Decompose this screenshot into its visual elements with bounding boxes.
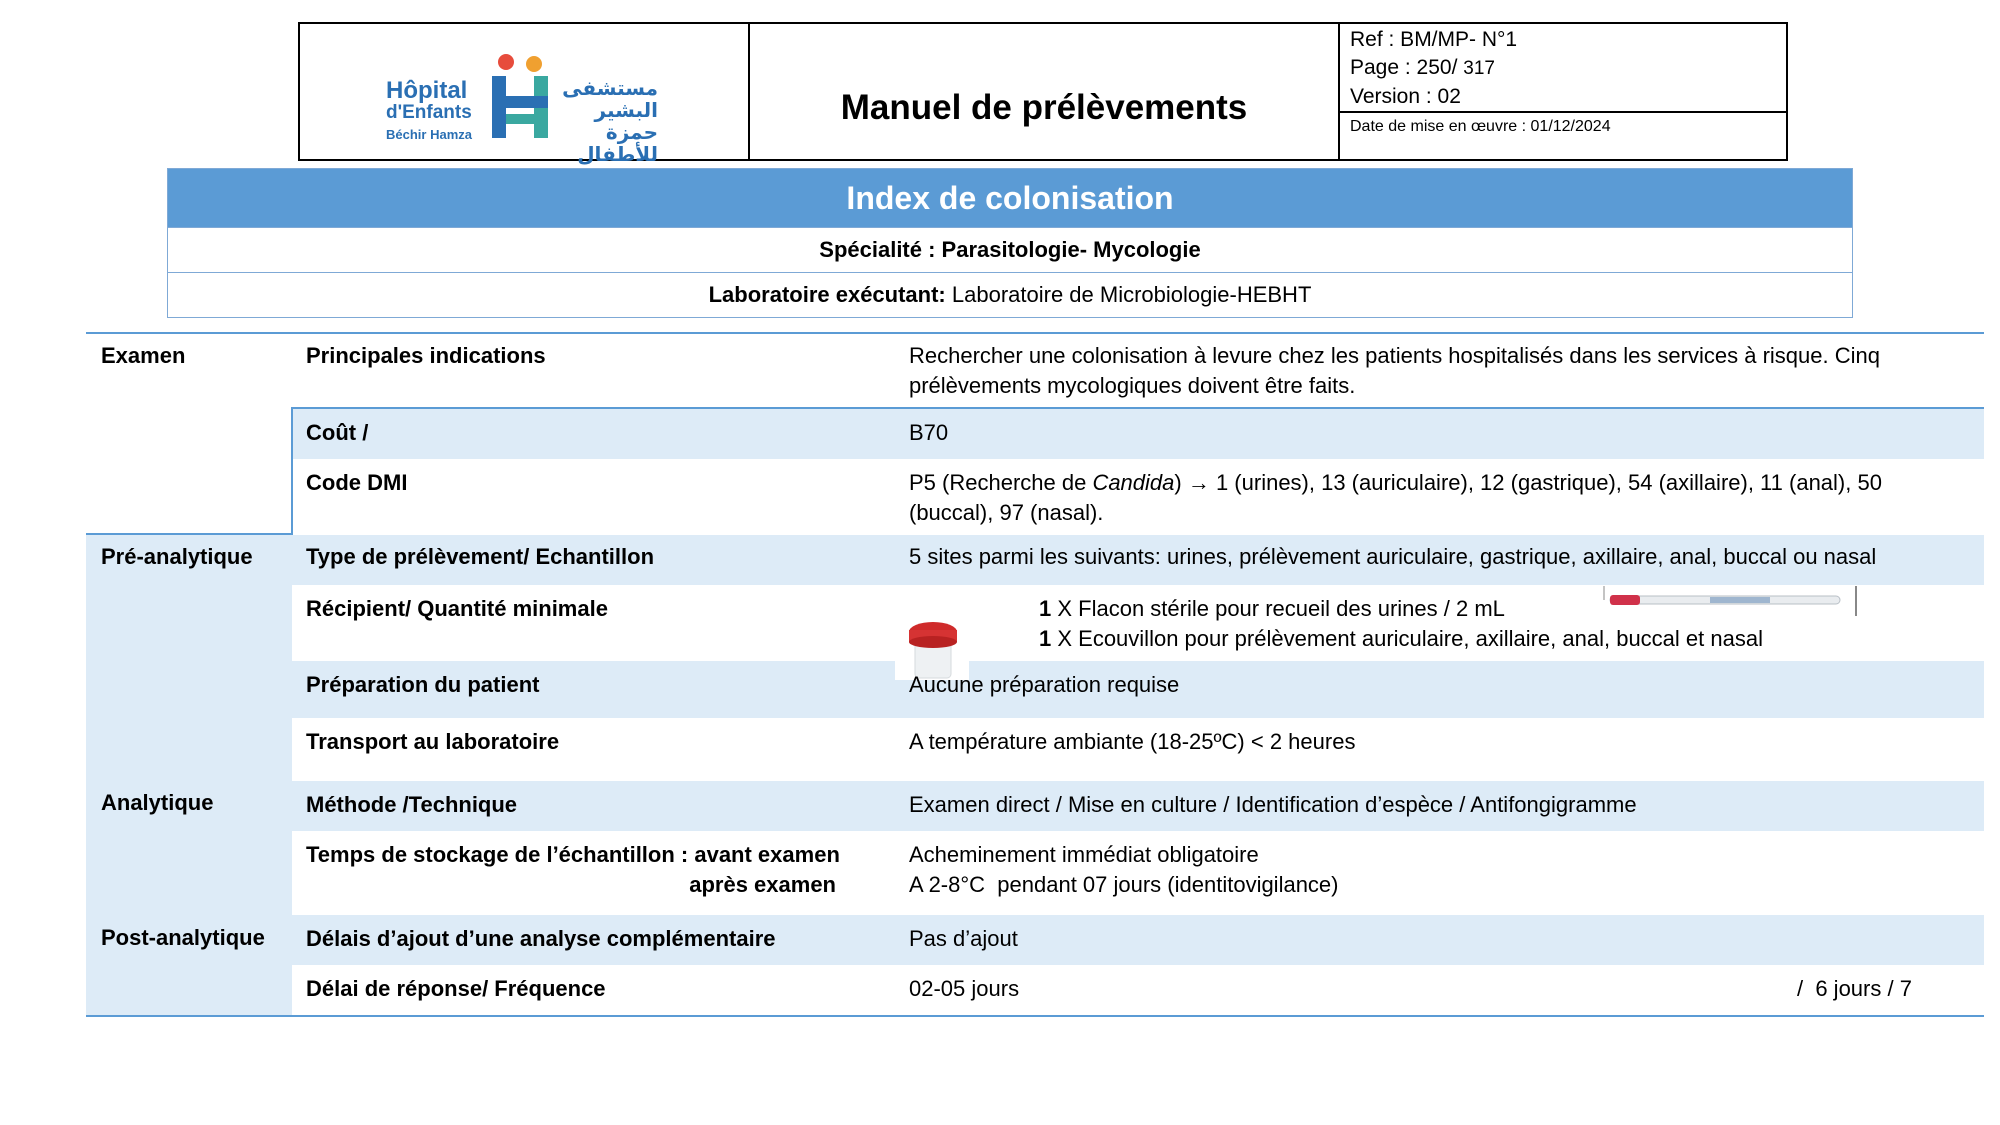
swab-icon [1600,586,1860,618]
label-cout: Coût / [306,420,369,445]
label-delai: Délai de réponse/ Fréquence [306,976,606,1001]
dmi-text-a: P5 (Recherche de [909,470,1093,495]
labo-value: Laboratoire de Microbiologie-HEBHT [945,282,1312,307]
recipient-text-2: X Ecouvillon pour prélèvement auriculaire, axillaire, anal, buccal et nasal [1051,626,1763,651]
arrow-right-icon: → [1187,470,1210,495]
logo-ar-line-3: للأطفال [577,144,658,166]
index-block [167,168,1853,318]
value-delai: 02-05 jours [909,976,1020,1001]
title-cell [750,24,1340,159]
hospital-logo-icon [488,52,552,142]
specialite: Spécialité : Parasitologie- Mycologie [168,227,1852,272]
label-preparation: Préparation du patient [306,672,540,697]
dmi-text-c: 1 (urines), 13 (auriculaire), 12 (gastrique), 54 (axillaire), 11 (anal), 50 [1209,470,1882,495]
section-post-analytique: Post-analytique [101,925,265,950]
value-cout: B70 [909,420,949,445]
label-methode: Méthode /Technique [306,792,518,817]
label-code-dmi: Code DMI [306,470,408,495]
section-examen: Examen [101,343,186,368]
page-label: Page : 250/ [1350,56,1458,79]
labo-label: Laboratoire exécutant: [708,282,946,307]
recipient-qty-2: 1 [1039,626,1052,651]
value-code-dmi-1 [909,468,1882,498]
dmi-candida: Candida [1092,470,1175,495]
value-recipient-1 [1039,594,1505,624]
logo-cell [300,24,750,166]
recipient-qty-1: 1 [1039,596,1052,621]
page-total: 317 [1463,58,1495,79]
label-recipient: Récipient/ Quantité minimale [306,596,608,621]
value-code-dmi-2: (buccal), 97 (nasal). [909,500,1104,525]
hospital-logo-arabic [558,78,658,166]
examen-bottom-border [86,533,292,535]
value-methode: Examen direct / Mise en culture / Identification d’espèce / Antifongigramme [909,792,1637,817]
label-transport: Transport au laboratoire [306,729,560,754]
logo-line-1: Hôpital [386,77,468,104]
value-frequence: / 6 jours / 7 [1797,976,1912,1001]
value-ajout: Pas d’ajout [909,926,1018,951]
label-type: Type de prélèvement/ Echantillon [306,544,655,569]
laboratoire [168,272,1852,317]
value-indications-1: Rechercher une colonisation à levure chez les patients hospitalisés dans les services à risque. Cinq [909,343,1880,368]
document-header [298,22,1788,166]
value-recipient-2 [1039,624,1763,654]
examen-right-border [291,407,293,535]
reference-block [1340,24,1786,113]
dmi-text-b: ) [1174,470,1188,495]
cout-top-border [292,407,1984,409]
table-bottom-border [86,1015,1984,1017]
swab-image [1600,586,1860,618]
reference-number: Ref : BM/MP- N°1 [1350,28,1518,51]
value-transport: A température ambiante (18-25ºC) < 2 heures [909,729,1356,754]
hospital-logo-text [386,77,472,146]
label-ajout: Délais d’ajout d’une analyse complémentaire [306,926,776,951]
effective-date: Date de mise en œuvre : 01/12/2024 [1350,118,1611,135]
section-analytique: Analytique [101,790,214,815]
logo-line-2: d'Enfants [386,102,472,123]
version: Version : 02 [1350,85,1461,108]
recipient-text-1: X Flacon stérile pour recueil des urines / 2 mL [1051,596,1505,621]
page-number [1350,54,1776,83]
index-title: Index de colonisation [168,169,1852,227]
label-stockage-2: après examen [689,872,836,897]
logo-ar-line-1: مستشفى [562,78,658,100]
value-preparation: Aucune préparation requise [909,672,1180,697]
logo-line-3: Béchir Hamza [386,127,472,142]
value-indications-2: prélèvements mycologiques doivent être faits. [909,373,1356,398]
document-title: Manuel de prélèvements [840,88,1248,127]
label-stockage-1: Temps de stockage de l’échantillon : avant examen [306,842,840,867]
logo-ar-line-2: البشير حمزة [594,100,658,144]
value-type: 5 sites parmi les suivants: urines, prélèvement auriculaire, gastrique, axillaire, anal, buccal ou nasal [909,544,1877,569]
table-top-border [86,332,1984,334]
reference-cell [1340,24,1786,159]
label-indications: Principales indications [306,343,546,368]
section-pre-analytique: Pré-analytique [101,544,253,569]
value-stockage-1: Acheminement immédiat obligatoire [909,842,1259,867]
stripe-cout [292,409,1984,459]
value-stockage-2: A 2-8°C pendant 07 jours (identitovigilance) [909,872,1339,897]
